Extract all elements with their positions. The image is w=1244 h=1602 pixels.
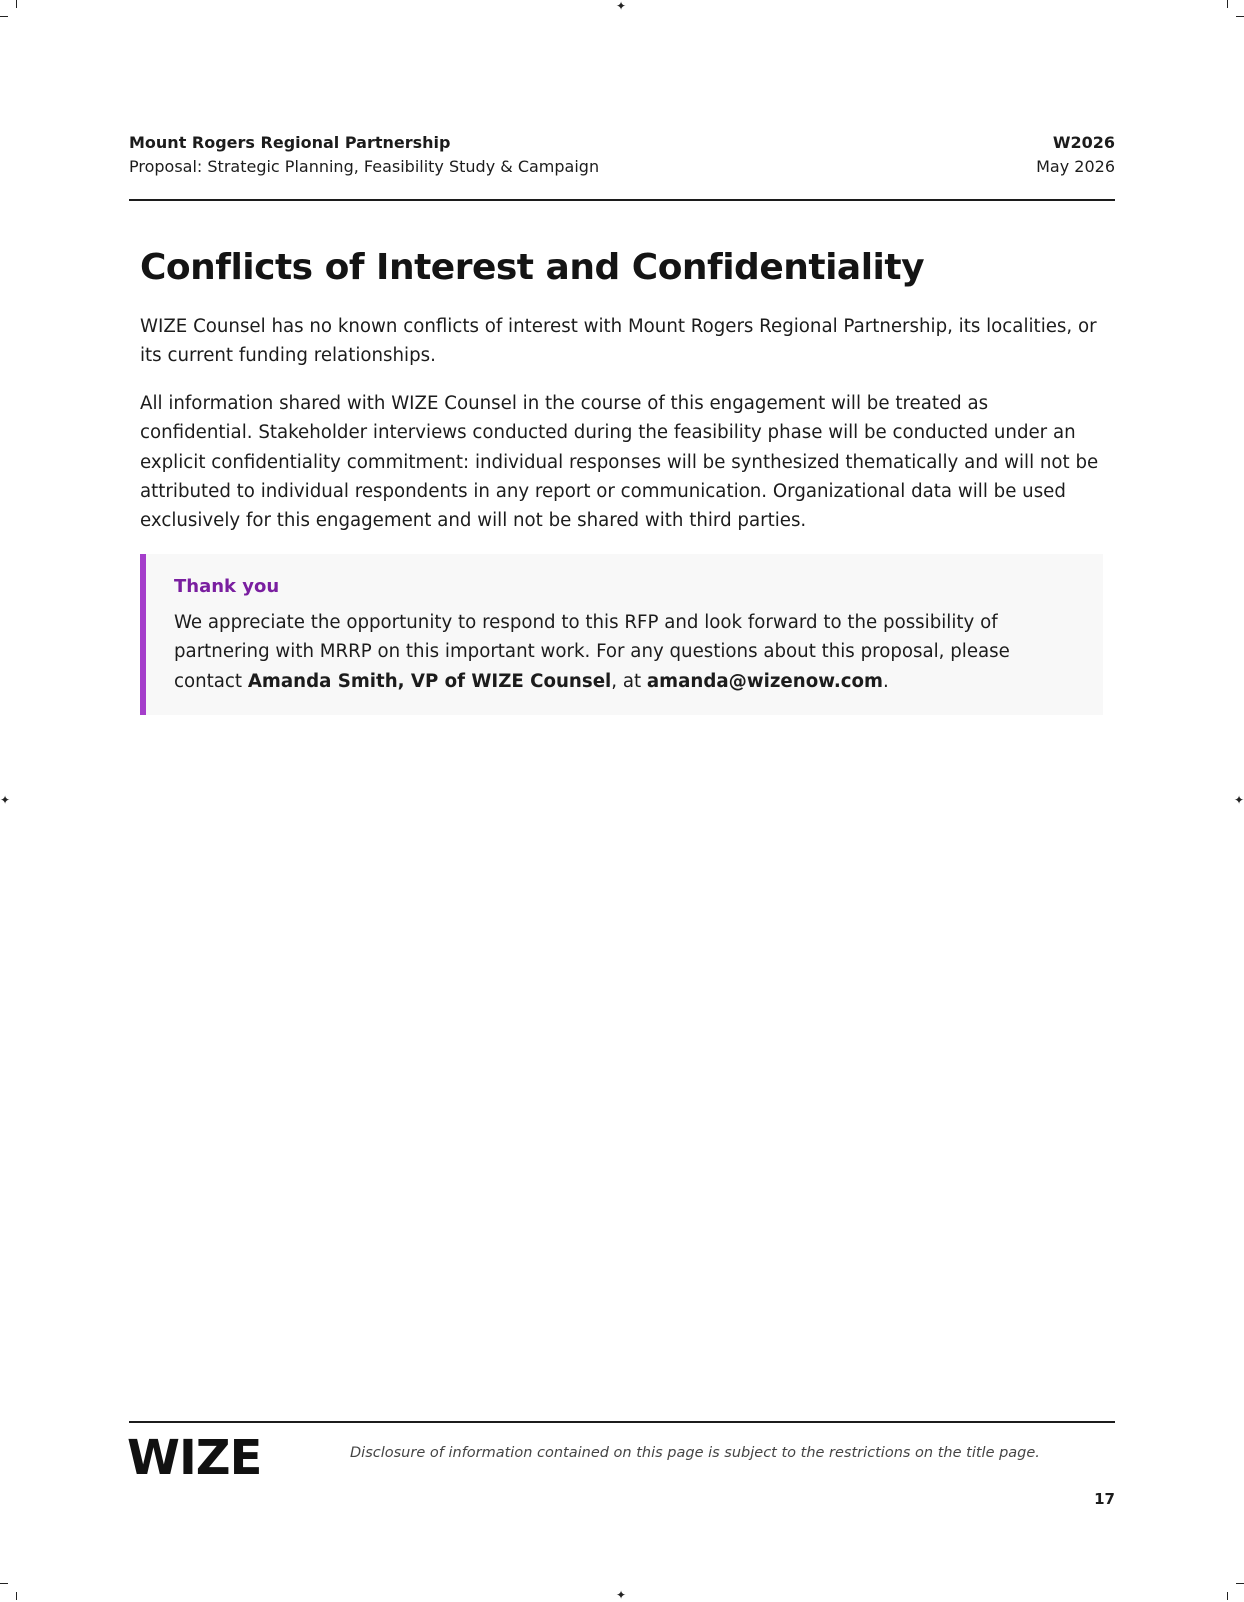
registration-mark-left: ✦ [0, 793, 11, 807]
crop-mark-top-left-h [0, 16, 8, 17]
registration-mark-right: ✦ [1234, 793, 1244, 807]
confidentiality-paragraph: All information shared with WIZE Counsel in the course of this engagement will be treated as confidential. Stakeholder interviews conducted during the feasibility phase will be conducted under an explicit confidentiality commitment: individual responses will be synthesized thematically and will not be attributed to individual respondents in any report or communication. Organizational data will be used exclusively for this engagement and will not be shared with third parties. [140, 393, 1099, 532]
callout-body-middle: , at [611, 670, 647, 692]
contact-email: amanda@wizenow.com [646, 670, 883, 692]
page-header [129, 131, 1115, 201]
header-right [1036, 131, 1115, 179]
wize-logo: WIZE [127, 1430, 262, 1486]
thank-you-callout [140, 554, 1103, 715]
header-proposal-title: Proposal: Strategic Planning, Feasibility Study & Campaign [129, 157, 600, 176]
crop-mark-bottom-left [16, 1592, 17, 1600]
callout-body-prefix: We appreciate the opportunity to respond to this RFP and look forward to the possibility of partnering with MRRP on this important work. For any questions about this proposal, please contact [174, 612, 1010, 692]
callout-body-suffix: . [883, 670, 889, 692]
section-title: Conflicts of Interest and Confidentiality [140, 247, 925, 288]
callout-body [174, 608, 1079, 696]
footer-divider [129, 1421, 1115, 1423]
header-org-name: Mount Rogers Regional Partnership [129, 133, 451, 152]
callout-title: Thank you [174, 576, 280, 597]
registration-mark-bottom: ✦ [616, 1588, 627, 1602]
header-date: May 2026 [1036, 157, 1115, 176]
crop-mark-top-right [1227, 0, 1228, 8]
registration-mark-top: ✦ [616, 0, 627, 13]
crop-mark-bottom-right-h [1236, 1583, 1244, 1584]
crop-mark-bottom-right [1227, 1592, 1228, 1600]
disclosure-notice: Disclosure of information contained on this page is subject to the restrictions on the title page. [350, 1445, 1040, 1461]
contact-name: Amanda Smith, VP of WIZE Counsel [247, 670, 612, 692]
header-left [129, 131, 599, 179]
crop-mark-top-left [16, 0, 17, 8]
crop-mark-bottom-left-h [0, 1583, 8, 1584]
conflicts-paragraph: WIZE Counsel has no known conflicts of interest with Mount Rogers Regional Partnership, its localities, or its current funding relationships. [140, 316, 1097, 367]
header-doc-code: W2026 [1052, 133, 1115, 152]
page-number: 17 [1094, 1490, 1115, 1508]
crop-mark-top-right-h [1236, 16, 1244, 17]
